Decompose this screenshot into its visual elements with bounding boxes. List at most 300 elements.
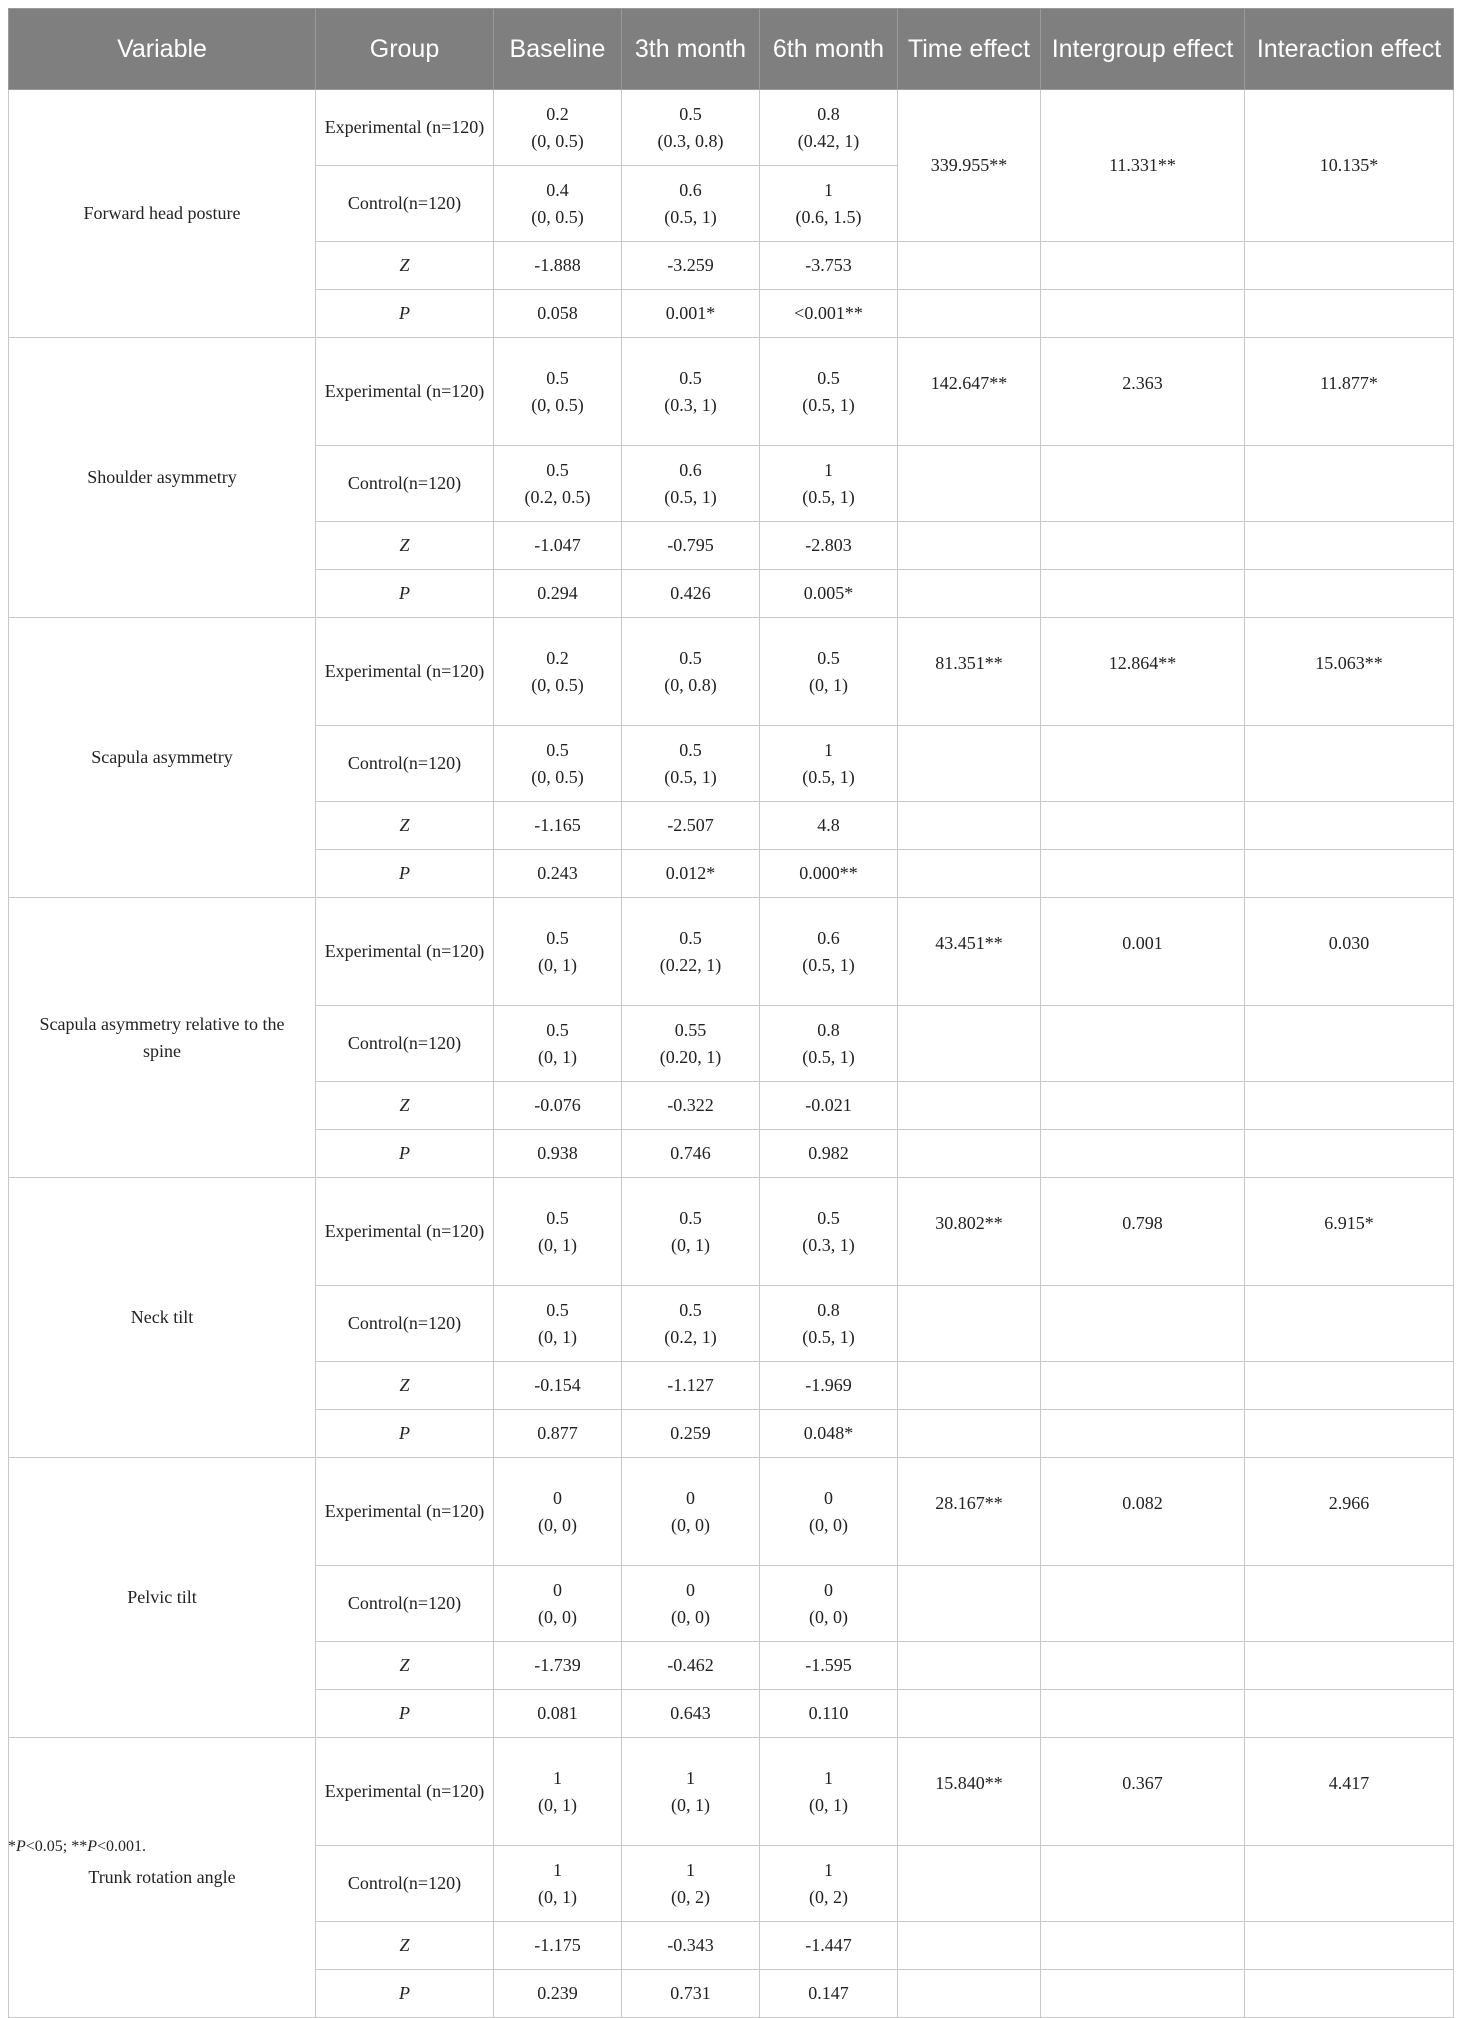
time-effect-cell: 339.955**: [898, 90, 1041, 242]
cell-range: (0.2, 1): [664, 1326, 717, 1347]
z-value-cell-m3: -0.322: [622, 1082, 760, 1130]
z-label-cell: Z: [316, 802, 494, 850]
empty-effect-cell: [1041, 850, 1245, 898]
z-value-cell-baseline: -1.165: [494, 802, 622, 850]
empty-effect-cell: [898, 802, 1041, 850]
empty-effect-cell: [898, 850, 1041, 898]
cell-median: 0: [824, 1579, 833, 1600]
empty-effect-cell: [1245, 242, 1454, 290]
p-value-cell-m6: 0.005*: [760, 570, 898, 618]
cell-range: (0, 1): [538, 954, 577, 975]
value-cell-m6: [760, 338, 898, 446]
table-row-experimental: [9, 1178, 1454, 1286]
cell-median: 0.5: [546, 927, 569, 948]
empty-effect-cell: [898, 1922, 1041, 1970]
cell-range: (0, 0.5): [531, 674, 584, 695]
empty-effect-cell: [1245, 1082, 1454, 1130]
cell-range: (0, 0): [809, 1514, 848, 1535]
footnote-threshold-005: <0.05;: [25, 1838, 72, 1855]
cell-range: (0.5, 1): [802, 954, 855, 975]
empty-effect-cell: [1041, 446, 1245, 522]
empty-effect-cell: [1041, 1410, 1245, 1458]
z-value-cell-baseline: -1.047: [494, 522, 622, 570]
z-value-cell-m3: -0.795: [622, 522, 760, 570]
p-value-cell-baseline: 0.058: [494, 290, 622, 338]
value-cell-baseline: [494, 1006, 622, 1082]
p-value-cell-m3: 0.426: [622, 570, 760, 618]
empty-effect-cell: [1245, 522, 1454, 570]
p-value-cell-m6: 0.048*: [760, 1410, 898, 1458]
empty-effect-cell: [898, 1970, 1041, 2018]
cell-range: (0, 1): [538, 1234, 577, 1255]
cell-range: (0.3, 0.8): [657, 130, 724, 151]
p-value-cell-m6: 0.000**: [760, 850, 898, 898]
header-baseline: Baseline: [494, 9, 622, 90]
interaction-effect-cell: 2.966: [1245, 1458, 1454, 1566]
p-value-cell-m3: 0.001*: [622, 290, 760, 338]
cell-median: 1: [686, 1859, 695, 1880]
value-cell-m6: [760, 1458, 898, 1566]
time-effect-cell: 30.802**: [898, 1178, 1041, 1286]
cell-median: 0: [824, 1487, 833, 1508]
cell-median: 0.5: [817, 367, 840, 388]
cell-range: (0.5, 1): [802, 486, 855, 507]
empty-effect-cell: [898, 570, 1041, 618]
empty-effect-cell: [898, 1690, 1041, 1738]
cell-range: (0.5, 1): [664, 486, 717, 507]
group-experimental-cell: Experimental (n=120): [316, 898, 494, 1006]
cell-range: (0, 0): [671, 1606, 710, 1627]
group-control-cell: Control(n=120): [316, 1006, 494, 1082]
p-value-cell-m6: 0.110: [760, 1690, 898, 1738]
empty-effect-cell: [1041, 1922, 1245, 1970]
value-cell-m6: [760, 446, 898, 522]
cell-median: 0.5: [679, 367, 702, 388]
cell-median: 0.8: [817, 1019, 840, 1040]
cell-range: (0.5, 1): [664, 766, 717, 787]
empty-effect-cell: [1041, 1082, 1245, 1130]
intergroup-effect-cell: 11.331**: [1041, 90, 1245, 242]
z-value-cell-m6: -0.021: [760, 1082, 898, 1130]
empty-effect-cell: [898, 1362, 1041, 1410]
cell-median: 0.5: [546, 459, 569, 480]
empty-effect-cell: [1245, 726, 1454, 802]
cell-range: (0.3, 1): [802, 1234, 855, 1255]
cell-range: (0, 2): [809, 1886, 848, 1907]
p-value-cell-m6: 0.147: [760, 1970, 898, 2018]
table-header: [9, 9, 1454, 90]
group-control-cell: Control(n=120): [316, 726, 494, 802]
footnote-p-symbol: P: [16, 1838, 26, 1855]
value-cell-baseline: [494, 1846, 622, 1922]
cell-range: (0.42, 1): [797, 130, 860, 151]
empty-effect-cell: [1041, 1846, 1245, 1922]
value-cell-baseline: [494, 1178, 622, 1286]
intergroup-effect-cell: 12.864**: [1041, 618, 1245, 726]
time-effect-cell: 142.647**: [898, 338, 1041, 446]
empty-effect-cell: [1041, 726, 1245, 802]
empty-effect-cell: [1245, 1566, 1454, 1642]
cell-range: (0.22, 1): [659, 954, 722, 975]
cell-range: (0, 1): [538, 1046, 577, 1067]
time-effect-cell: 15.840**: [898, 1738, 1041, 1846]
results-table-container: [8, 8, 1453, 2018]
header-group: Group: [316, 9, 494, 90]
empty-effect-cell: [1041, 1362, 1245, 1410]
cell-median: 0.2: [546, 647, 569, 668]
p-value-cell-baseline: 0.081: [494, 1690, 622, 1738]
cell-range: (0.5, 1): [802, 766, 855, 787]
value-cell-m3: [622, 726, 760, 802]
value-cell-m3: [622, 1006, 760, 1082]
z-value-cell-m6: -2.803: [760, 522, 898, 570]
header-variable: Variable: [9, 9, 316, 90]
empty-effect-cell: [1041, 290, 1245, 338]
cell-median: 0.5: [817, 1207, 840, 1228]
value-cell-baseline: [494, 446, 622, 522]
empty-effect-cell: [1245, 802, 1454, 850]
empty-effect-cell: [1245, 290, 1454, 338]
empty-effect-cell: [1245, 1970, 1454, 2018]
group-experimental-cell: Experimental (n=120): [316, 1458, 494, 1566]
z-label-cell: Z: [316, 1362, 494, 1410]
interaction-effect-cell: 0.030: [1245, 898, 1454, 1006]
p-label-cell: P: [316, 290, 494, 338]
table-row-experimental: [9, 618, 1454, 726]
cell-range: (0, 0): [671, 1514, 710, 1535]
value-cell-m6: [760, 90, 898, 166]
cell-median: 0.5: [679, 1207, 702, 1228]
cell-range: (0, 0.5): [531, 130, 584, 151]
cell-range: (0, 0): [538, 1514, 577, 1535]
group-experimental-cell: Experimental (n=120): [316, 1738, 494, 1846]
cell-range: (0.5, 1): [802, 1046, 855, 1067]
p-value-cell-baseline: 0.938: [494, 1130, 622, 1178]
value-cell-m3: [622, 1738, 760, 1846]
cell-range: (0, 0.5): [531, 766, 584, 787]
p-value-cell-m3: 0.746: [622, 1130, 760, 1178]
p-value-cell-baseline: 0.877: [494, 1410, 622, 1458]
table-body: [9, 90, 1454, 2018]
z-label-cell: Z: [316, 242, 494, 290]
z-value-cell-baseline: -0.154: [494, 1362, 622, 1410]
footnote-threshold-0001: <0.001.: [97, 1838, 147, 1855]
z-value-cell-m3: -2.507: [622, 802, 760, 850]
empty-effect-cell: [1041, 1970, 1245, 2018]
empty-effect-cell: [1245, 1006, 1454, 1082]
empty-effect-cell: [1245, 1846, 1454, 1922]
cell-range: (0, 0.8): [664, 674, 717, 695]
empty-effect-cell: [1245, 570, 1454, 618]
z-value-cell-baseline: -1.175: [494, 1922, 622, 1970]
empty-effect-cell: [1041, 242, 1245, 290]
value-cell-baseline: [494, 166, 622, 242]
footnote-star-double: **: [71, 1838, 88, 1855]
p-label-cell: P: [316, 1970, 494, 2018]
z-value-cell-m3: -0.343: [622, 1922, 760, 1970]
table-row-experimental: [9, 1458, 1454, 1566]
cell-median: 1: [824, 739, 833, 760]
cell-median: 0.5: [546, 739, 569, 760]
header-6th-month: 6th month: [760, 9, 898, 90]
empty-effect-cell: [898, 1642, 1041, 1690]
cell-median: 0.2: [546, 103, 569, 124]
table-row-experimental: [9, 1738, 1454, 1846]
value-cell-m6: [760, 1006, 898, 1082]
cell-range: (0, 1): [538, 1886, 577, 1907]
value-cell-m6: [760, 1846, 898, 1922]
z-value-cell-m3: -1.127: [622, 1362, 760, 1410]
value-cell-baseline: [494, 338, 622, 446]
empty-effect-cell: [1041, 802, 1245, 850]
group-control-cell: Control(n=120): [316, 1566, 494, 1642]
intergroup-effect-cell: 0.367: [1041, 1738, 1245, 1846]
p-label-cell: P: [316, 1410, 494, 1458]
cell-median: 0: [553, 1487, 562, 1508]
interaction-effect-cell: 6.915*: [1245, 1178, 1454, 1286]
value-cell-m6: [760, 1738, 898, 1846]
cell-median: 1: [824, 179, 833, 200]
z-value-cell-m6: -1.969: [760, 1362, 898, 1410]
cell-median: 1: [824, 459, 833, 480]
empty-effect-cell: [1245, 1410, 1454, 1458]
cell-median: 0.5: [817, 647, 840, 668]
cell-range: (0.3, 1): [664, 394, 717, 415]
empty-effect-cell: [898, 1410, 1041, 1458]
cell-range: (0, 2): [671, 1886, 710, 1907]
interaction-effect-cell: 15.063**: [1245, 618, 1454, 726]
intergroup-effect-cell: 0.798: [1041, 1178, 1245, 1286]
value-cell-m6: [760, 1178, 898, 1286]
p-value-cell-baseline: 0.294: [494, 570, 622, 618]
cell-range: (0.5, 1): [802, 394, 855, 415]
value-cell-m3: [622, 1286, 760, 1362]
value-cell-m3: [622, 1566, 760, 1642]
cell-median: 0.5: [679, 927, 702, 948]
variable-name-cell: Trunk rotation angle: [9, 1738, 316, 2018]
empty-effect-cell: [1245, 1642, 1454, 1690]
group-experimental-cell: Experimental (n=120): [316, 90, 494, 166]
group-experimental-cell: Experimental (n=120): [316, 338, 494, 446]
cell-range: (0, 1): [809, 674, 848, 695]
empty-effect-cell: [1245, 1286, 1454, 1362]
cell-range: (0, 0): [538, 1606, 577, 1627]
variable-name-cell: Pelvic tilt: [9, 1458, 316, 1738]
z-label-cell: Z: [316, 1082, 494, 1130]
p-label-cell: P: [316, 1130, 494, 1178]
empty-effect-cell: [1041, 570, 1245, 618]
z-value-cell-m3: -3.259: [622, 242, 760, 290]
value-cell-m6: [760, 898, 898, 1006]
p-value-cell-m3: 0.731: [622, 1970, 760, 2018]
cell-median: 0.5: [546, 367, 569, 388]
empty-effect-cell: [898, 1566, 1041, 1642]
p-value-cell-baseline: 0.243: [494, 850, 622, 898]
cell-range: (0.2, 0.5): [524, 486, 591, 507]
z-value-cell-m6: 4.8: [760, 802, 898, 850]
cell-median: 0.5: [679, 647, 702, 668]
intergroup-effect-cell: 0.001: [1041, 898, 1245, 1006]
cell-median: 0.6: [817, 927, 840, 948]
p-value-cell-m6: 0.982: [760, 1130, 898, 1178]
empty-effect-cell: [898, 290, 1041, 338]
empty-effect-cell: [1041, 1130, 1245, 1178]
table-row-experimental: [9, 338, 1454, 446]
z-value-cell-m6: -1.595: [760, 1642, 898, 1690]
z-value-cell-m6: -3.753: [760, 242, 898, 290]
cell-range: (0, 1): [538, 1326, 577, 1347]
time-effect-cell: 81.351**: [898, 618, 1041, 726]
cell-range: (0.5, 1): [664, 206, 717, 227]
cell-range: (0, 0.5): [531, 206, 584, 227]
value-cell-m3: [622, 898, 760, 1006]
table-footnote: [8, 1838, 146, 1856]
cell-median: 0: [553, 1579, 562, 1600]
header-time-effect: Time effect: [898, 9, 1041, 90]
cell-range: (0.20, 1): [659, 1046, 722, 1067]
empty-effect-cell: [898, 446, 1041, 522]
empty-effect-cell: [1245, 1690, 1454, 1738]
empty-effect-cell: [1041, 1006, 1245, 1082]
p-value-cell-baseline: 0.239: [494, 1970, 622, 2018]
cell-median: 0.5: [679, 1299, 702, 1320]
value-cell-baseline: [494, 1566, 622, 1642]
interaction-effect-cell: 4.417: [1245, 1738, 1454, 1846]
empty-effect-cell: [898, 1130, 1041, 1178]
variable-name-cell: Forward head posture: [9, 90, 316, 338]
z-label-cell: Z: [316, 522, 494, 570]
value-cell-m3: [622, 446, 760, 522]
intergroup-effect-cell: 0.082: [1041, 1458, 1245, 1566]
value-cell-m3: [622, 1178, 760, 1286]
results-table: [8, 8, 1454, 2018]
cell-median: 1: [824, 1767, 833, 1788]
cell-median: 1: [553, 1859, 562, 1880]
value-cell-baseline: [494, 1458, 622, 1566]
cell-range: (0, 1): [671, 1234, 710, 1255]
z-value-cell-baseline: -1.888: [494, 242, 622, 290]
cell-range: (0, 1): [809, 1794, 848, 1815]
p-label-cell: P: [316, 850, 494, 898]
group-experimental-cell: Experimental (n=120): [316, 618, 494, 726]
variable-name-cell: Scapula asymmetry relative to the spine: [9, 898, 316, 1178]
value-cell-m3: [622, 1846, 760, 1922]
cell-median: 0.5: [679, 103, 702, 124]
value-cell-baseline: [494, 1738, 622, 1846]
time-effect-cell: 28.167**: [898, 1458, 1041, 1566]
cell-range: (0, 1): [538, 1794, 577, 1815]
empty-effect-cell: [898, 1846, 1041, 1922]
footnote-star-single: *: [8, 1838, 16, 1855]
empty-effect-cell: [898, 1006, 1041, 1082]
cell-median: 1: [686, 1767, 695, 1788]
group-experimental-cell: Experimental (n=120): [316, 1178, 494, 1286]
group-control-cell: Control(n=120): [316, 1286, 494, 1362]
cell-median: 0: [686, 1487, 695, 1508]
z-label-cell: Z: [316, 1922, 494, 1970]
value-cell-baseline: [494, 1286, 622, 1362]
time-effect-cell: 43.451**: [898, 898, 1041, 1006]
cell-median: 0.6: [679, 179, 702, 200]
header-interaction-effect: Interaction effect: [1245, 9, 1454, 90]
p-label-cell: P: [316, 1690, 494, 1738]
interaction-effect-cell: 10.135*: [1245, 90, 1454, 242]
header-intergroup-effect: Intergroup effect: [1041, 9, 1245, 90]
empty-effect-cell: [898, 1082, 1041, 1130]
empty-effect-cell: [1041, 1642, 1245, 1690]
value-cell-m6: [760, 166, 898, 242]
z-value-cell-baseline: -0.076: [494, 1082, 622, 1130]
cell-range: (0.5, 1): [802, 1326, 855, 1347]
variable-name-cell: Scapula asymmetry: [9, 618, 316, 898]
cell-median: 0.8: [817, 1299, 840, 1320]
empty-effect-cell: [898, 1286, 1041, 1362]
empty-effect-cell: [1041, 1690, 1245, 1738]
header-row: [9, 9, 1454, 90]
empty-effect-cell: [1245, 1922, 1454, 1970]
empty-effect-cell: [898, 242, 1041, 290]
value-cell-m3: [622, 166, 760, 242]
group-control-cell: Control(n=120): [316, 446, 494, 522]
p-value-cell-m6: <0.001**: [760, 290, 898, 338]
group-control-cell: Control(n=120): [316, 1846, 494, 1922]
value-cell-m6: [760, 726, 898, 802]
interaction-effect-cell: 11.877*: [1245, 338, 1454, 446]
cell-median: 0.5: [546, 1019, 569, 1040]
cell-median: 0: [686, 1579, 695, 1600]
group-control-cell: Control(n=120): [316, 166, 494, 242]
z-value-cell-m3: -0.462: [622, 1642, 760, 1690]
cell-median: 0.4: [546, 179, 569, 200]
variable-name-cell: Shoulder asymmetry: [9, 338, 316, 618]
value-cell-baseline: [494, 90, 622, 166]
p-value-cell-m3: 0.012*: [622, 850, 760, 898]
value-cell-m6: [760, 618, 898, 726]
cell-range: (0, 0): [809, 1606, 848, 1627]
value-cell-baseline: [494, 898, 622, 1006]
value-cell-baseline: [494, 618, 622, 726]
empty-effect-cell: [1041, 522, 1245, 570]
value-cell-m3: [622, 338, 760, 446]
empty-effect-cell: [1245, 1362, 1454, 1410]
intergroup-effect-cell: 2.363: [1041, 338, 1245, 446]
cell-median: 1: [553, 1767, 562, 1788]
value-cell-m3: [622, 90, 760, 166]
p-value-cell-m3: 0.259: [622, 1410, 760, 1458]
empty-effect-cell: [1041, 1566, 1245, 1642]
footnote-p-symbol: P: [87, 1838, 98, 1855]
z-value-cell-m6: -1.447: [760, 1922, 898, 1970]
value-cell-m6: [760, 1286, 898, 1362]
value-cell-m3: [622, 1458, 760, 1566]
empty-effect-cell: [898, 726, 1041, 802]
cell-range: (0, 1): [671, 1794, 710, 1815]
cell-median: 0.5: [546, 1299, 569, 1320]
value-cell-m3: [622, 618, 760, 726]
cell-median: 0.5: [679, 739, 702, 760]
cell-median: 0.5: [546, 1207, 569, 1228]
empty-effect-cell: [1041, 1286, 1245, 1362]
table-row-experimental: [9, 898, 1454, 1006]
cell-median: 0.6: [679, 459, 702, 480]
z-label-cell: Z: [316, 1642, 494, 1690]
z-value-cell-baseline: -1.739: [494, 1642, 622, 1690]
cell-median: 1: [824, 1859, 833, 1880]
cell-range: (0.6, 1.5): [795, 206, 862, 227]
cell-median: 0.55: [674, 1019, 707, 1040]
empty-effect-cell: [1245, 1130, 1454, 1178]
header-3th-month: 3th month: [622, 9, 760, 90]
